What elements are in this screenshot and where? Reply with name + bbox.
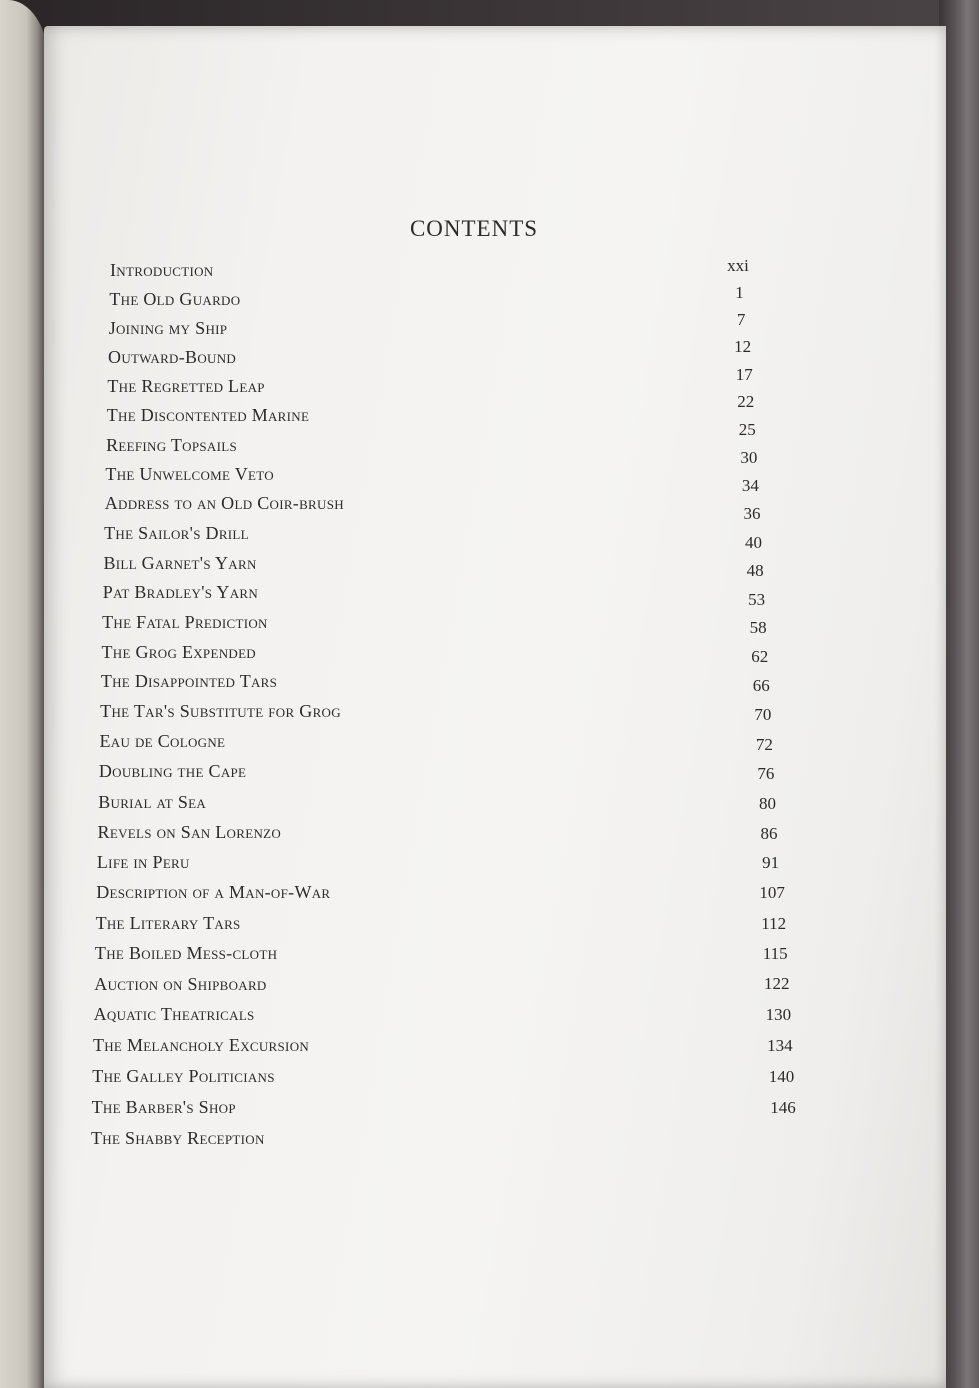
toc-entry-page: 7 [736,310,746,330]
toc-entry-page: 25 [738,420,756,440]
toc-entry-page: 34 [741,476,759,496]
toc-entry-title: Introduction [110,260,214,280]
toc-entry-title: The Literary Tars [95,912,241,933]
toc-entry-title: The Regretted Leap [107,376,265,397]
toc-entry-page: 146 [770,1097,796,1117]
toc-entry-title: The Disappointed Tars [100,671,278,692]
toc-entry-title: Auction on Shipboard [94,973,267,994]
previous-page-edge [0,0,48,1388]
toc-entry-page: xxi [727,256,749,275]
toc-entry-title: The Unwelcome Veto [105,464,274,484]
toc-entry-page: 72 [755,734,773,754]
toc-entry-page: 80 [758,793,776,813]
toc-entry-title: The Shabby Reception [91,1127,265,1148]
toc-entry-page: 107 [759,883,785,903]
toc-entry-page: 48 [746,560,764,580]
toc-entry-page: 134 [767,1035,793,1055]
toc-entry-page: 91 [762,853,780,873]
toc-entry-title: The Old Guardo [109,288,241,309]
toc-entry-title: Pat Bradley's Yarn [102,582,259,603]
toc-entry-title: The Discontented Marine [106,405,310,426]
toc-entry-page: 12 [734,337,752,357]
toc-entry-title: The Sailor's Drill [104,522,249,543]
toc-entry-title: Outward-Bound [108,347,237,367]
toc-entry-title: Burial at Sea [98,791,207,812]
toc-entry-page: 62 [751,647,769,667]
toc-entry-title: Doubling the Cape [98,761,247,782]
toc-entry-title: The Boiled Mess-cloth [94,943,278,964]
toc-entry-title: Eau de Cologne [99,731,226,752]
toc-entry-page: 122 [764,974,790,994]
toc-entry-page: 70 [754,705,772,725]
toc-entry-title: Life in Peru [96,852,190,872]
toc-entry-page: 40 [745,532,763,552]
toc-entry-title: Address to an Old Coir-brush [104,493,344,514]
toc-entry-page: 140 [768,1066,795,1086]
toc-entry-title: Bill Garnet's Yarn [103,552,257,573]
table-of-contents [44,26,946,1388]
toc-entry-page: 36 [743,504,761,524]
toc-entry-title: The Fatal Prediction [102,611,268,632]
toc-entry-title: Reefing Topsails [106,434,237,455]
toc-entry-title: Aquatic Theatricals [93,1004,255,1025]
toc-entry-page: 30 [740,448,758,468]
toc-entry-page: 17 [735,364,753,384]
toc-entry-page: 66 [752,676,770,696]
contents-page [44,26,946,1388]
toc-entry-title: The Galley Politicians [92,1065,275,1086]
toc-entry-title: The Tar's Substitute for Grog [100,701,341,722]
toc-entry-page: 86 [760,823,778,843]
toc-entry-page: 130 [765,1005,792,1025]
toc-entry-page: 115 [762,943,788,963]
toc-entry-page: 58 [749,618,767,638]
toc-entry-page: 76 [757,764,775,784]
toc-entry-page: 22 [737,392,755,412]
toc-entry-title: The Barber's Shop [91,1096,236,1117]
toc-entry-title: Revels on San Lorenzo [97,821,282,842]
toc-entry-title: Joining my Ship [108,317,228,338]
page-title: CONTENTS [409,216,539,241]
toc-entry-page: 112 [761,913,787,933]
toc-entry-title: The Melancholy Excursion [92,1035,310,1056]
toc-entry-page: 53 [748,589,766,609]
toc-entry-title: Description of a Man-of-War [96,882,331,903]
toc-entry-page: 1 [735,283,744,302]
toc-entry-title: The Grog Expended [101,641,256,662]
